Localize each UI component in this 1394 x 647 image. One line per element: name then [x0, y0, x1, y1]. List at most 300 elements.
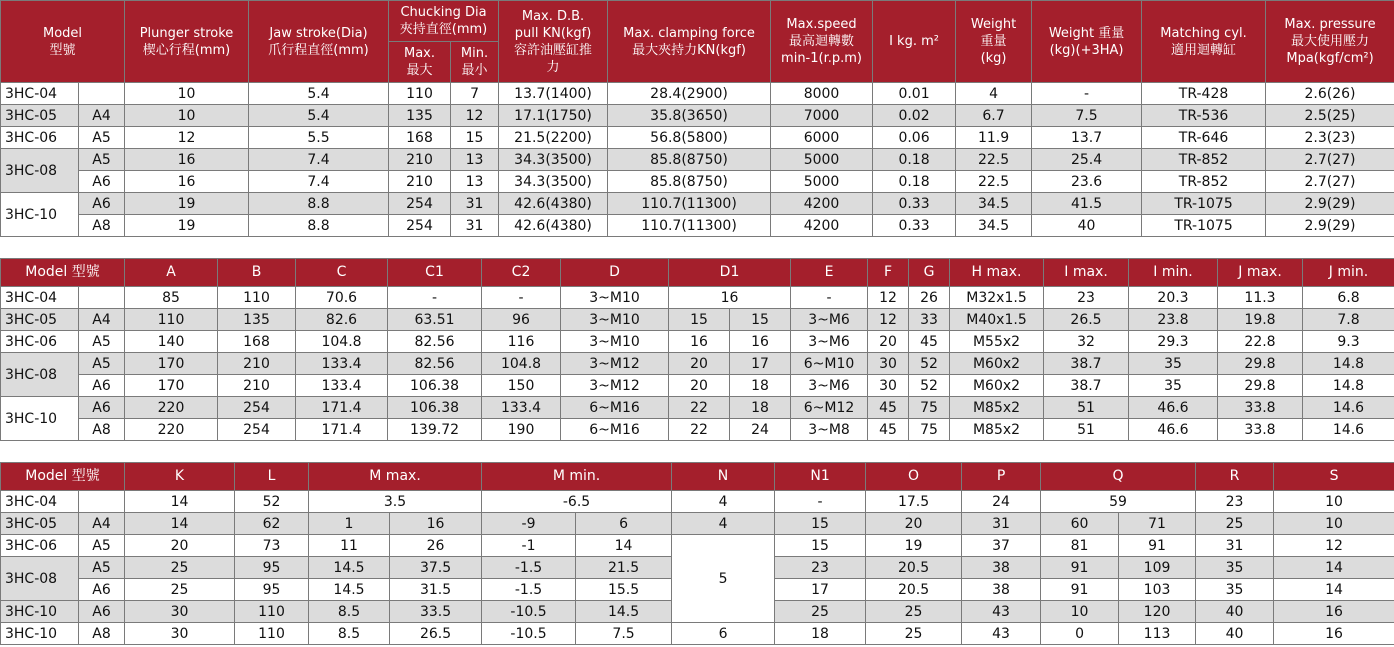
sub-cell: A6 [79, 375, 125, 397]
cell: 6 [576, 513, 672, 535]
cell: 26.5 [1044, 309, 1129, 331]
cell: 12 [125, 127, 249, 149]
cell: 5.5 [249, 127, 389, 149]
cell: 5.4 [249, 105, 389, 127]
cell: 168 [218, 331, 296, 353]
cell: 7.5 [1032, 105, 1142, 127]
table-row [1, 149, 1394, 171]
cell: 210 [389, 171, 451, 193]
header-model: Model 型號 [1, 259, 125, 287]
cell: 0 [1041, 623, 1119, 645]
cell: 31 [1196, 535, 1274, 557]
header-g: G [909, 259, 950, 287]
cell: 8.5 [309, 601, 390, 623]
cell: 15 [451, 127, 499, 149]
cell: 22.5 [956, 149, 1032, 171]
cell: 34.5 [956, 193, 1032, 215]
cell: 75 [909, 419, 950, 441]
cell: 25 [866, 623, 962, 645]
cell: 22.5 [956, 171, 1032, 193]
cell: 21.5 [576, 557, 672, 579]
cell: 3~M10 [561, 287, 669, 309]
cell: 42.6(4380) [499, 215, 608, 237]
cell: 5000 [771, 171, 873, 193]
model-cell: 3HC-10 [1, 397, 79, 441]
cell: 11.9 [956, 127, 1032, 149]
header-jaw-stroke: Jaw stroke(Dia) 爪行程直徑(mm) [249, 1, 389, 83]
cell: 103 [1119, 579, 1196, 601]
model-cell: 3HC-06 [1, 535, 79, 557]
cell: 4200 [771, 215, 873, 237]
cell: 43 [962, 601, 1041, 623]
cell: -6.5 [482, 491, 672, 513]
cell: M32x1.5 [950, 287, 1044, 309]
header-s: S [1274, 463, 1394, 491]
cell: 26 [390, 535, 482, 557]
sub-cell: A5 [79, 353, 125, 375]
cell: 45 [868, 397, 909, 419]
cell: 2.9(29) [1266, 215, 1394, 237]
cell: 37 [962, 535, 1041, 557]
cell: 16 [125, 149, 249, 171]
cell: 0.18 [873, 171, 956, 193]
cell: 6000 [771, 127, 873, 149]
cell: 7.4 [249, 171, 389, 193]
cell: 113 [1119, 623, 1196, 645]
header-model: Model 型號 [1, 463, 125, 491]
cell: 45 [868, 419, 909, 441]
header-j-max: J max. [1218, 259, 1303, 287]
sub-cell [79, 287, 125, 309]
cell: 6~M12 [791, 397, 868, 419]
sub-cell: A8 [79, 623, 125, 645]
cell: 7.4 [249, 149, 389, 171]
table-row [1, 353, 1394, 375]
cell: 45 [909, 331, 950, 353]
cell: 82.56 [388, 353, 482, 375]
cell: 33.8 [1218, 397, 1303, 419]
cell: 13 [451, 149, 499, 171]
cell: 51 [1044, 397, 1129, 419]
cell: 170 [125, 353, 218, 375]
cell: 5.4 [249, 83, 389, 105]
cell: 254 [218, 419, 296, 441]
cell: 56.8(5800) [608, 127, 771, 149]
cell: 3~M10 [561, 331, 669, 353]
cell: 220 [125, 397, 218, 419]
cell: 35 [1129, 353, 1218, 375]
model-cell: 3HC-08 [1, 557, 79, 601]
cell: 35.8(3650) [608, 105, 771, 127]
header-chucking-min: Min. 最小 [451, 42, 499, 83]
cell: 17 [730, 353, 791, 375]
model-cell: 3HC-05 [1, 309, 79, 331]
table-row [1, 83, 1394, 105]
cell: 6.7 [956, 105, 1032, 127]
cell: 33.5 [390, 601, 482, 623]
cell: 73 [235, 535, 309, 557]
header-pull-force: Max. D.B. pull KN(kgf) 容許油壓缸推 力 [499, 1, 608, 83]
cell: 133.4 [296, 353, 388, 375]
cell: 0.33 [873, 215, 956, 237]
cell: 220 [125, 419, 218, 441]
cell: 30 [125, 601, 235, 623]
table-row [1, 193, 1394, 215]
cell: 133.4 [296, 375, 388, 397]
cell: 170 [125, 375, 218, 397]
model-cell: 3HC-06 [1, 127, 79, 149]
cell: 85 [125, 287, 218, 309]
cell: 17.1(1750) [499, 105, 608, 127]
cell: 62 [235, 513, 309, 535]
cell: 18 [730, 397, 791, 419]
cell: 14.8 [1303, 353, 1394, 375]
cell: 6~M10 [791, 353, 868, 375]
cell: 29.8 [1218, 375, 1303, 397]
header-p: P [962, 463, 1041, 491]
cell: 14.6 [1303, 419, 1394, 441]
cell: 14 [125, 491, 235, 513]
header-max-speed: Max.speed 最高迴轉數 min-1(r.p.m) [771, 1, 873, 83]
cell: 17 [775, 579, 866, 601]
header-o: O [866, 463, 962, 491]
cell: -1 [482, 535, 576, 557]
cell: 20 [868, 331, 909, 353]
cell: 10 [125, 83, 249, 105]
cell: 11 [309, 535, 390, 557]
header-c: C [296, 259, 388, 287]
cell: 14.6 [1303, 397, 1394, 419]
cell: 11.3 [1218, 287, 1303, 309]
cell: 6.8 [1303, 287, 1394, 309]
header-d1: D1 [669, 259, 791, 287]
cell: 110 [218, 287, 296, 309]
cell: 31 [451, 193, 499, 215]
cell: TR-428 [1142, 83, 1266, 105]
sub-cell: A6 [79, 193, 125, 215]
cell: 15 [775, 513, 866, 535]
cell: 23 [1044, 287, 1129, 309]
cell: 30 [868, 375, 909, 397]
cell: 7.8 [1303, 309, 1394, 331]
cell: 24 [962, 491, 1041, 513]
model-cell: 3HC-08 [1, 149, 79, 193]
header-clamping-force: Max. clamping force 最大夾持力KN(kgf) [608, 1, 771, 83]
sub-cell: A5 [79, 331, 125, 353]
cell: 16 [1274, 601, 1394, 623]
cell: 14 [1274, 579, 1394, 601]
cell: 3.5 [309, 491, 482, 513]
cell: 19 [125, 193, 249, 215]
table-row [1, 419, 1394, 441]
cell: 13.7(1400) [499, 83, 608, 105]
cell: 20 [866, 513, 962, 535]
cell: 29.3 [1129, 331, 1218, 353]
cell: 34.3(3500) [499, 149, 608, 171]
cell: 16 [125, 171, 249, 193]
cell: 14.5 [576, 601, 672, 623]
cell: M55x2 [950, 331, 1044, 353]
header-chucking-max: Max. 最大 [389, 42, 451, 83]
cell: 21.5(2200) [499, 127, 608, 149]
cell: 16 [669, 287, 791, 309]
header-inertia: I kg. m² [873, 1, 956, 83]
cell: 109 [1119, 557, 1196, 579]
header-b: B [218, 259, 296, 287]
cell: TR-646 [1142, 127, 1266, 149]
cell: 25 [1196, 513, 1274, 535]
header-r: R [1196, 463, 1274, 491]
sub-cell: A5 [79, 535, 125, 557]
cell: 20 [669, 353, 730, 375]
table-row [1, 397, 1394, 419]
cell: 110 [235, 623, 309, 645]
cell: 4200 [771, 193, 873, 215]
cell: 25 [125, 579, 235, 601]
cell: 3~M8 [791, 419, 868, 441]
header-plunger-stroke: Plunger stroke 楔心行程(mm) [125, 1, 249, 83]
cell: 0.33 [873, 193, 956, 215]
header-model: Model 型號 [1, 1, 125, 83]
cell: -10.5 [482, 623, 576, 645]
cell: 23 [775, 557, 866, 579]
header-e: E [791, 259, 868, 287]
cell: 110 [389, 83, 451, 105]
cell: 33 [909, 309, 950, 331]
cell: 4 [672, 491, 775, 513]
sub-cell: A4 [79, 309, 125, 331]
cell: 15 [669, 309, 730, 331]
model-cell: 3HC-04 [1, 83, 79, 105]
cell: 12 [1274, 535, 1394, 557]
cell: 17.5 [866, 491, 962, 513]
header-c1: C1 [388, 259, 482, 287]
cell: 40 [1196, 601, 1274, 623]
cell: 96 [482, 309, 561, 331]
cell: 2.5(25) [1266, 105, 1394, 127]
cell: 23 [1196, 491, 1274, 513]
header-matching-cyl: Matching cyl. 適用迴轉缸 [1142, 1, 1266, 83]
table-row [1, 513, 1394, 535]
cell: 12 [868, 287, 909, 309]
cell: 38.7 [1044, 353, 1129, 375]
cell: 31 [962, 513, 1041, 535]
cell: 14 [1274, 557, 1394, 579]
table-row [1, 309, 1394, 331]
header-k: K [125, 463, 235, 491]
cell: 0.02 [873, 105, 956, 127]
header-l: L [235, 463, 309, 491]
cell: TR-1075 [1142, 193, 1266, 215]
cell: 110 [235, 601, 309, 623]
cell: 15 [775, 535, 866, 557]
cell: 26 [909, 287, 950, 309]
cell: - [775, 491, 866, 513]
cell: - [482, 287, 561, 309]
cell: 95 [235, 579, 309, 601]
header-c2: C2 [482, 259, 561, 287]
table-row [1, 491, 1394, 513]
cell: 25 [125, 557, 235, 579]
cell: 210 [218, 375, 296, 397]
cell: 4 [956, 83, 1032, 105]
cell: 6~M16 [561, 419, 669, 441]
header-f: F [868, 259, 909, 287]
cell: 70.6 [296, 287, 388, 309]
cell: 4 [672, 513, 775, 535]
cell: 14.8 [1303, 375, 1394, 397]
cell: TR-1075 [1142, 215, 1266, 237]
cell: 25.4 [1032, 149, 1142, 171]
cell: 19 [125, 215, 249, 237]
cell: 7.5 [576, 623, 672, 645]
cell: 91 [1041, 557, 1119, 579]
cell: 26.5 [390, 623, 482, 645]
cell: 120 [1119, 601, 1196, 623]
cell: 10 [1274, 513, 1394, 535]
cell: 13.7 [1032, 127, 1142, 149]
header-j-min: J min. [1303, 259, 1394, 287]
cell: 20 [669, 375, 730, 397]
cell: 2.9(29) [1266, 193, 1394, 215]
header-h-max: H max. [950, 259, 1044, 287]
cell: 210 [218, 353, 296, 375]
cell: -1.5 [482, 557, 576, 579]
cell: - [1032, 83, 1142, 105]
header-i-min: I min. [1129, 259, 1218, 287]
cell: 106.38 [388, 397, 482, 419]
sub-cell: A4 [79, 513, 125, 535]
cell: 22 [669, 419, 730, 441]
cell: 40 [1196, 623, 1274, 645]
cell: 29.8 [1218, 353, 1303, 375]
cell: TR-852 [1142, 171, 1266, 193]
cell: 38 [962, 557, 1041, 579]
cell: 19.8 [1218, 309, 1303, 331]
cell: M60x2 [950, 353, 1044, 375]
cell: 91 [1119, 535, 1196, 557]
cell: 82.56 [388, 331, 482, 353]
header-q: Q [1041, 463, 1196, 491]
cell: 5000 [771, 149, 873, 171]
cell: 91 [1041, 579, 1119, 601]
table-row [1, 623, 1394, 645]
cell: 22.8 [1218, 331, 1303, 353]
header-weight: Weight 重量 (kg) [956, 1, 1032, 83]
cell: 8.8 [249, 193, 389, 215]
cell: 63.51 [388, 309, 482, 331]
cell: 110 [125, 309, 218, 331]
cell: 1 [309, 513, 390, 535]
sub-cell: A6 [79, 601, 125, 623]
cell: 0.06 [873, 127, 956, 149]
cell: 41.5 [1032, 193, 1142, 215]
model-cell: 3HC-04 [1, 491, 79, 513]
cell: 51 [1044, 419, 1129, 441]
cell: 13 [451, 171, 499, 193]
cell: 38 [962, 579, 1041, 601]
cell: 12 [868, 309, 909, 331]
cell: 135 [389, 105, 451, 127]
sub-cell: A5 [79, 557, 125, 579]
sub-cell: A6 [79, 171, 125, 193]
table-row [1, 375, 1394, 397]
cell: 110.7(11300) [608, 193, 771, 215]
cell: 14 [125, 513, 235, 535]
cell: 254 [389, 215, 451, 237]
table-row [1, 287, 1394, 309]
cell: 116 [482, 331, 561, 353]
sub-cell [79, 83, 125, 105]
cell: 2.7(27) [1266, 149, 1394, 171]
cell: -1.5 [482, 579, 576, 601]
cell: 34.3(3500) [499, 171, 608, 193]
sub-cell: A6 [79, 397, 125, 419]
cell: 46.6 [1129, 419, 1218, 441]
cell: 38.7 [1044, 375, 1129, 397]
spec-table-dimensions-b [0, 462, 1394, 645]
cell: 82.6 [296, 309, 388, 331]
cell: 8.8 [249, 215, 389, 237]
model-cell: 3HC-05 [1, 513, 79, 535]
cell: 5 [672, 535, 775, 623]
cell: 2.6(26) [1266, 83, 1394, 105]
sub-cell: A5 [79, 149, 125, 171]
cell: 20.5 [866, 557, 962, 579]
cell: 3~M12 [561, 353, 669, 375]
spec-table-performance [0, 0, 1394, 237]
cell: 60 [1041, 513, 1119, 535]
cell: 20.5 [866, 579, 962, 601]
cell: 35 [1196, 557, 1274, 579]
cell: 52 [909, 353, 950, 375]
cell: 171.4 [296, 419, 388, 441]
cell: 0.18 [873, 149, 956, 171]
table-row [1, 105, 1394, 127]
cell: 52 [909, 375, 950, 397]
model-cell: 3HC-08 [1, 353, 79, 397]
cell: 18 [775, 623, 866, 645]
cell: 37.5 [390, 557, 482, 579]
cell: 190 [482, 419, 561, 441]
cell: M60x2 [950, 375, 1044, 397]
cell: 85.8(8750) [608, 149, 771, 171]
cell: 71 [1119, 513, 1196, 535]
cell: 25 [866, 601, 962, 623]
cell: 33.8 [1218, 419, 1303, 441]
table-row [1, 215, 1394, 237]
cell: M40x1.5 [950, 309, 1044, 331]
cell: 52 [235, 491, 309, 513]
cell: 7000 [771, 105, 873, 127]
cell: M85x2 [950, 397, 1044, 419]
cell: 3~M6 [791, 375, 868, 397]
cell: 81 [1041, 535, 1119, 557]
cell: 95 [235, 557, 309, 579]
cell: 2.7(27) [1266, 171, 1394, 193]
cell: 171.4 [296, 397, 388, 419]
cell: 32 [1044, 331, 1129, 353]
cell: - [388, 287, 482, 309]
model-cell: 3HC-04 [1, 287, 79, 309]
header-n1: N1 [775, 463, 866, 491]
sub-cell: A4 [79, 105, 125, 127]
table-row [1, 535, 1394, 557]
cell: 34.5 [956, 215, 1032, 237]
cell: 133.4 [482, 397, 561, 419]
cell: 59 [1041, 491, 1196, 513]
cell: 42.6(4380) [499, 193, 608, 215]
